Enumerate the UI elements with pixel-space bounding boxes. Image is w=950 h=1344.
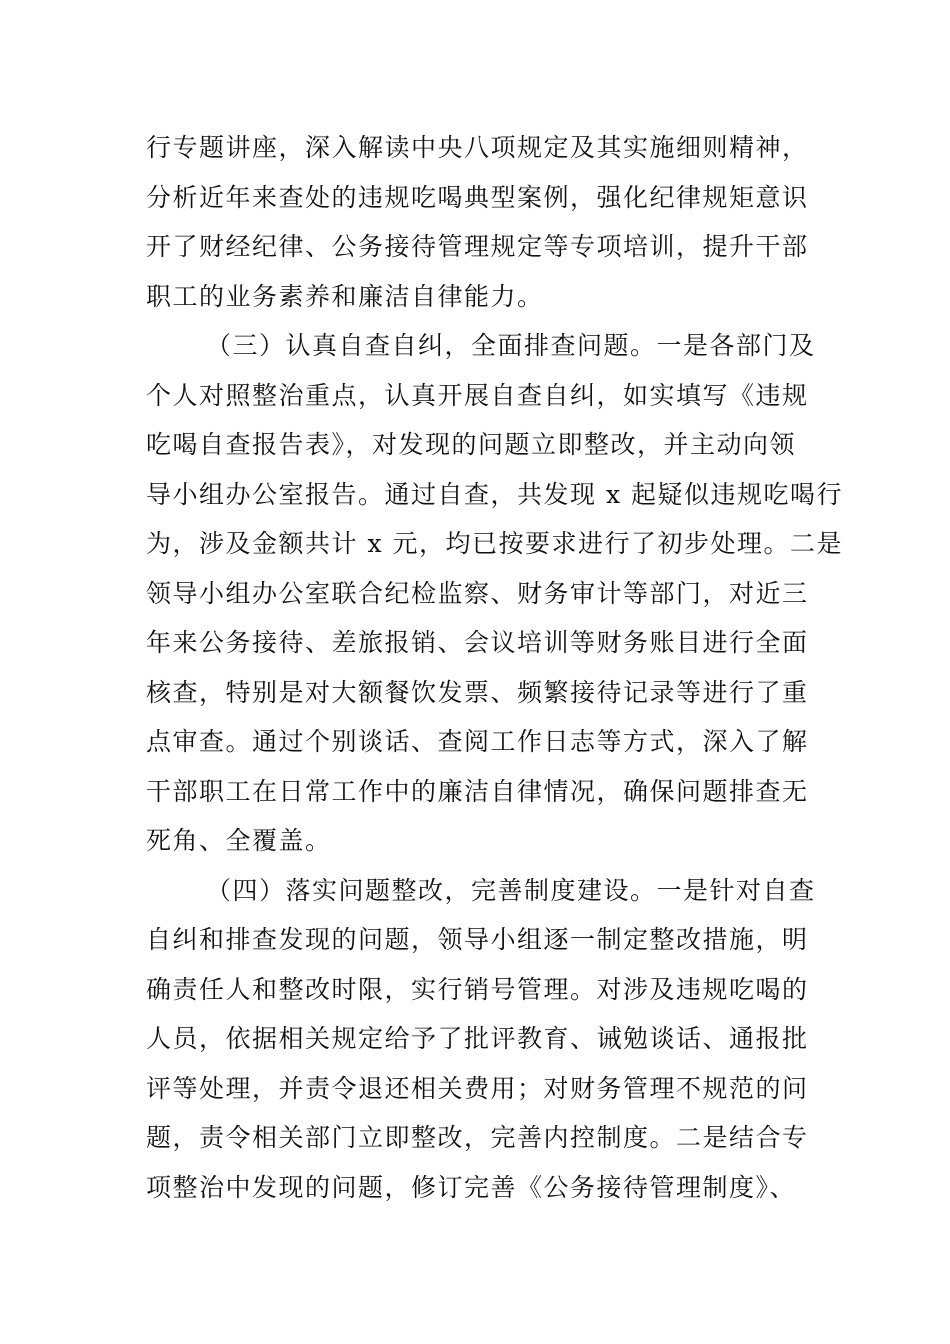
paragraph-4-heading-line: （四）落实问题整改，完善制度建设。一是针对自查 xyxy=(206,875,816,905)
text-line: 题，责令相关部门立即整改，完善内控制度。二是结合专 xyxy=(146,1123,809,1152)
text-line: 为，涉及金额共计 x 元，均已按要求进行了初步处理。二是 xyxy=(146,529,843,558)
text-line: 人员，依据相关规定给予了批评教育、诫勉谈话、通报批 xyxy=(146,1024,809,1053)
text-line: 开了财经纪律、公务接待管理规定等专项培训，提升干部 xyxy=(146,232,809,261)
text-line: 自纠和排查发现的问题，领导小组逐一制定整改措施，明 xyxy=(146,925,809,954)
text-line: 确责任人和整改时限，实行销号管理。对涉及违规吃喝的 xyxy=(146,974,809,1004)
text-line: 核查，特别是对大额餐饮发票、频繁接待记录等进行了重 xyxy=(146,677,809,707)
text-line: 死角、全覆盖。 xyxy=(146,826,332,855)
text-line: 行专题讲座，深入解读中央八项规定及其实施细则精神， xyxy=(146,133,809,162)
text-line: 点审查。通过个别谈话、查阅工作日志等方式，深入了解 xyxy=(146,727,809,756)
paragraph-3-heading-line: （三）认真自查自纠，全面排查问题。一是各部门及 xyxy=(206,331,816,360)
text-line: 领导小组办公室联合纪检监察、财务审计等部门，对近三 xyxy=(146,578,809,608)
text-line: 项整治中发现的问题，修订完善《公务接待管理制度》、 xyxy=(146,1172,797,1202)
document-body xyxy=(146,128,843,1217)
text-line: 年来公务接待、差旅报销、会议培训等财务账目进行全面 xyxy=(146,628,809,657)
text-line: 评等处理，并责令退还相关费用；对财务管理不规范的问 xyxy=(146,1073,809,1103)
text-line: 吃喝自查报告表》，对发现的问题立即整改，并主动向领 xyxy=(146,430,797,459)
text-line: 个人对照整治重点，认真开展自查自纠，如实填写《违规 xyxy=(146,380,809,410)
text-line: 导小组办公室报告。通过自查，共发现 x 起疑似违规吃喝行 xyxy=(146,479,843,509)
text-line: 职工的业务素养和廉洁自律能力。 xyxy=(146,281,544,311)
text-line: 干部职工在日常工作中的廉洁自律情况，确保问题排查无 xyxy=(146,776,809,806)
text-line: 分析近年来查处的违规吃喝典型案例，强化纪律规矩意识 xyxy=(146,182,809,212)
